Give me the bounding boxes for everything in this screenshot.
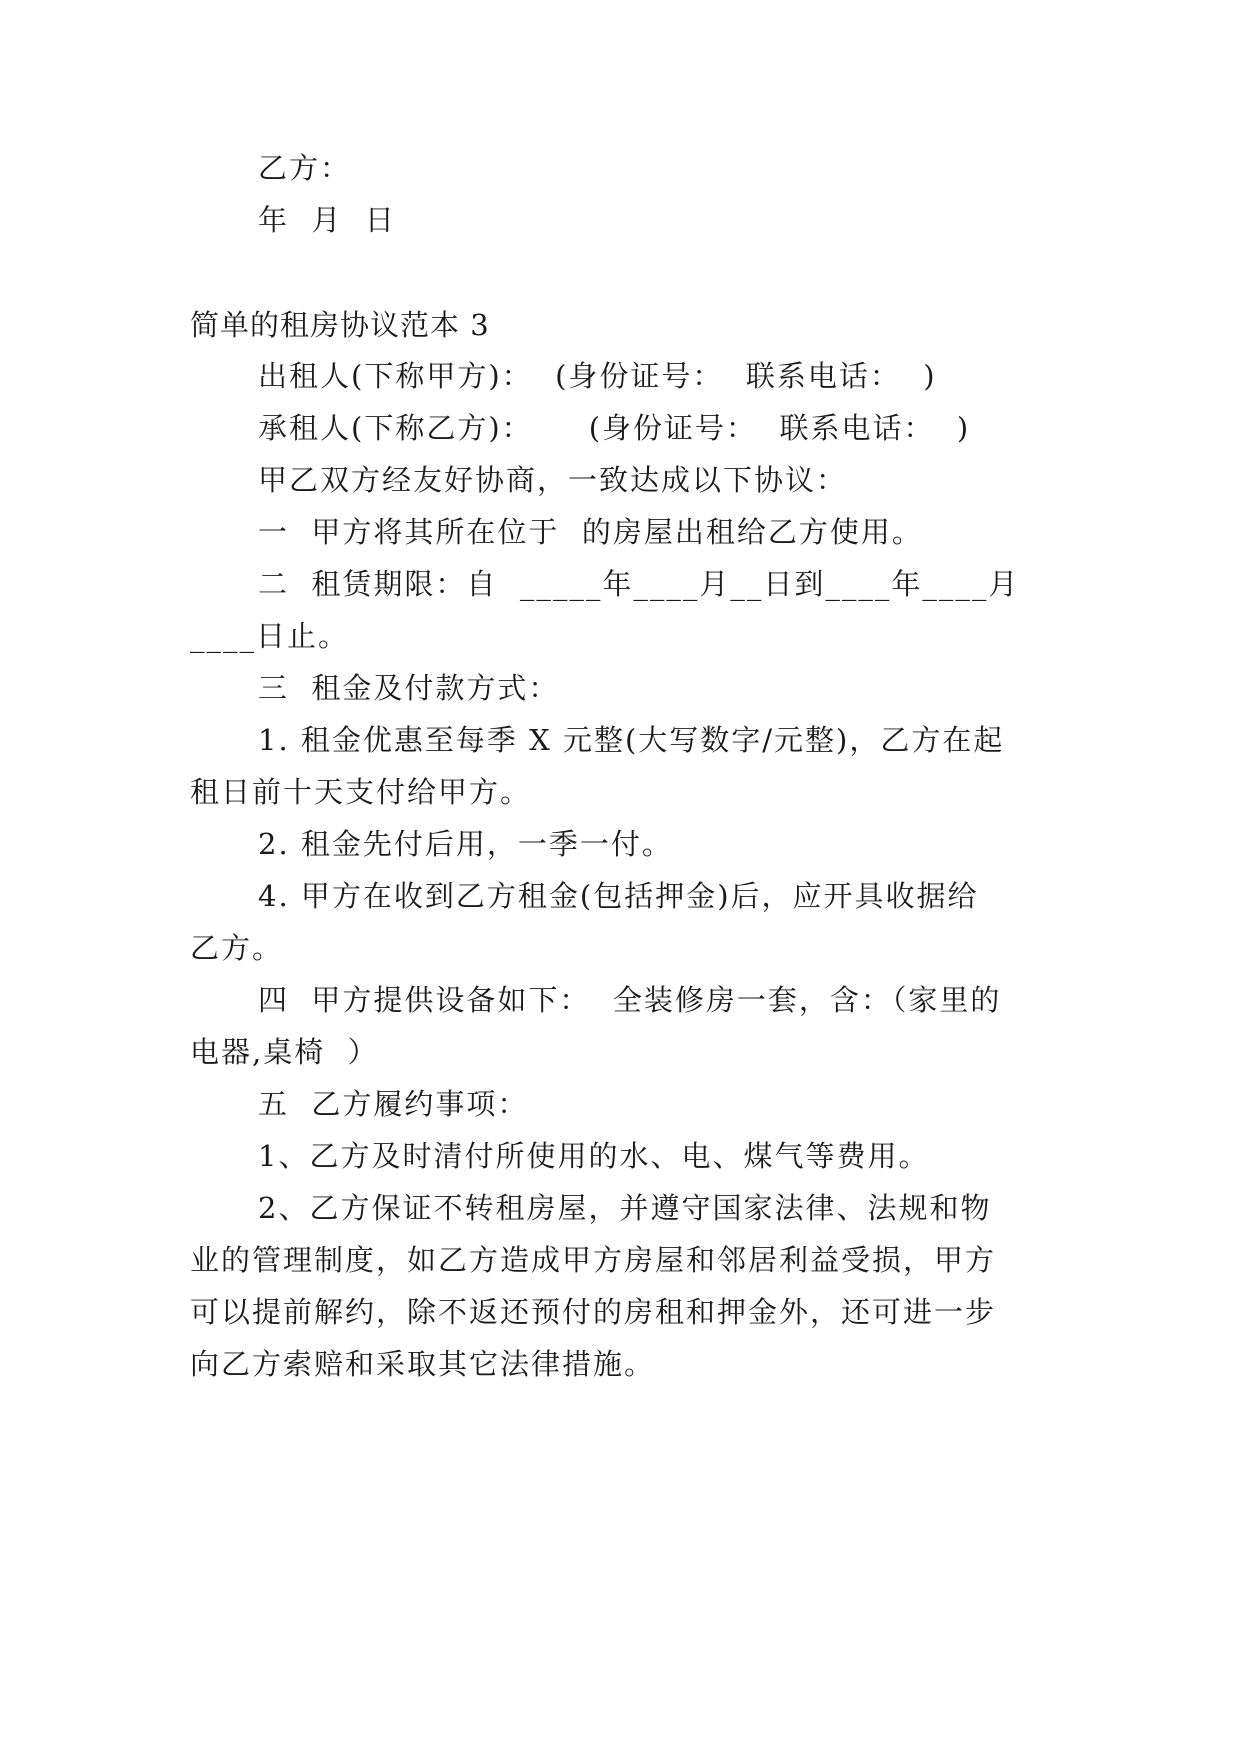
clause-3-item-1-line-1: 1. 租金优惠至每季 X 元整(大写数字/元整)，乙方在起 bbox=[258, 723, 1005, 757]
clause-3-item-4-line-1: 4. 甲方在收到乙方租金(包括押金)后，应开具收据给 bbox=[258, 879, 979, 913]
paragraph-agreement: 甲乙双方经友好协商，一致达成以下协议： bbox=[258, 463, 848, 497]
clause-5-item-2-line-3: 可以提前解约，除不返还预付的房租和押金外，还可进一步 bbox=[190, 1295, 997, 1329]
clause-1: 一 甲方将其所在位于 的房屋出租给乙方使用。 bbox=[258, 515, 923, 549]
clause-5-item-2-line-2: 业的管理制度，如乙方造成甲方房屋和邻居利益受损，甲方 bbox=[190, 1243, 997, 1277]
clause-5-item-1: 1、乙方及时清付所使用的水、电、煤气等费用。 bbox=[258, 1139, 930, 1173]
clause-5-item-2-line-4: 向乙方索赔和采取其它法律措施。 bbox=[190, 1347, 656, 1381]
signature-party-b: 乙方： bbox=[258, 151, 352, 185]
clause-5-item-2-line-1: 2、乙方保证不转租房屋，并遵守国家法律、法规和物 bbox=[258, 1191, 992, 1225]
signature-date: 年 月 日 bbox=[258, 203, 396, 237]
clause-3-item-4-line-2: 乙方。 bbox=[190, 931, 284, 965]
clause-5-heading: 五 乙方履约事项： bbox=[258, 1087, 529, 1121]
clause-4-line-2: 电器,桌椅 ） bbox=[190, 1035, 379, 1069]
paragraph-lessee: 承租人(下称乙方)： (身份证号： 联系电话： ) bbox=[258, 411, 971, 445]
clause-3-heading: 三 租金及付款方式： bbox=[258, 671, 560, 705]
clause-3-item-2: 2. 租金先付后用，一季一付。 bbox=[258, 827, 673, 861]
clause-3-item-1-line-2: 租日前十天支付给甲方。 bbox=[190, 775, 532, 809]
document-title: 简单的租房协议范本 3 bbox=[190, 308, 490, 342]
clause-2-line-2: ____日止。 bbox=[190, 619, 350, 653]
clause-4-line-1: 四 甲方提供设备如下： 全装修房一套，含：（家里的 bbox=[258, 983, 1002, 1017]
paragraph-lessor: 出租人(下称甲方)： (身份证号： 联系电话： ) bbox=[258, 359, 937, 393]
clause-2-line-1: 二 租赁期限：自 _____年____月__日到____年____月 bbox=[258, 567, 1020, 601]
